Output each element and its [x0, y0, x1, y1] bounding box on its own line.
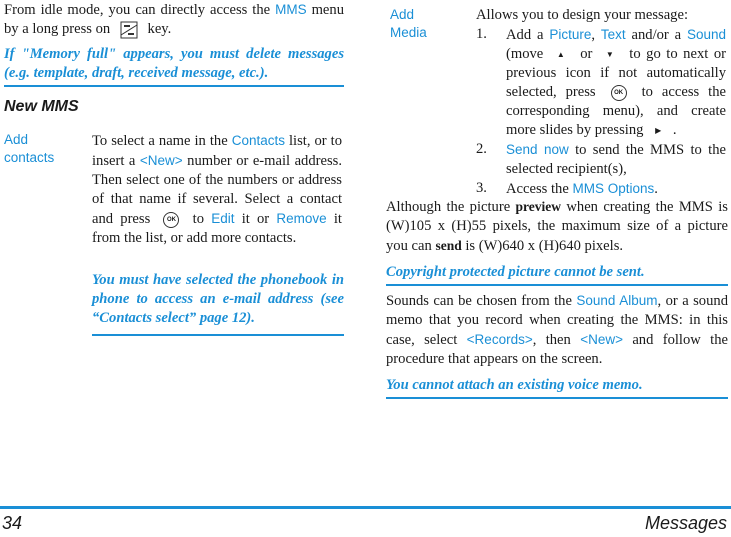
section-heading-new-mms: New MMS — [4, 98, 79, 115]
intro-text-1: From idle mode, you can directly access the — [4, 2, 271, 18]
step-text: or — [580, 46, 593, 62]
down-arrow-icon: ▼ — [605, 50, 616, 60]
step-text: to send the MMS to the selected recipient(s), — [506, 142, 726, 178]
intro-text-3: key. — [147, 21, 172, 37]
comma: , — [591, 27, 596, 43]
term-line-1: Add — [4, 132, 29, 147]
new-option: <New> — [580, 332, 623, 347]
menu-key-icon — [118, 21, 140, 39]
picture-option: Picture — [549, 27, 592, 42]
remove-option: Remove — [276, 211, 327, 226]
term-line-2: Media — [390, 25, 427, 40]
add-contacts-term — [4, 131, 54, 167]
edit-option: Edit — [211, 211, 235, 226]
add-media-description — [476, 6, 726, 199]
intro-paragraph — [4, 0, 344, 39]
send-term: send — [435, 238, 462, 253]
step-text: and/or a — [631, 27, 682, 43]
para-text: Although the picture — [386, 199, 511, 215]
desc-text-4: to — [192, 211, 205, 227]
preview-term: preview — [515, 199, 562, 214]
para-text: , or a sound memo that you record when creating the MMS: in this case, select — [386, 293, 728, 348]
sound-album-link: Sound Album — [576, 293, 658, 308]
ok-key-icon: OK — [163, 212, 179, 228]
step-text: to access the corresponding menu), and create more slides by pressing — [506, 84, 726, 139]
para-text: , then — [532, 332, 571, 348]
add-contacts-description — [92, 131, 342, 248]
term-line-2: contacts — [4, 150, 55, 165]
desc-text-3: number or e-mail address. Then select one of the numbers or address of that name if several. Select a contact and press — [92, 153, 342, 227]
memory-full-note: If "Memory full" appears, you must delete messages (e.g. template, draft, received message, etc.). — [4, 45, 344, 87]
right-arrow-icon: ▶ — [655, 126, 662, 136]
sound-option: Sound — [686, 27, 727, 42]
copyright-note: Copyright protected picture cannot be sent. — [386, 263, 728, 286]
para-text: and follow the procedure that appears on the screen. — [386, 332, 728, 367]
desc-text-1: To select a name in the — [92, 133, 228, 149]
intro-text-2: menu by a long press on — [4, 2, 344, 37]
ok-key-icon: OK — [611, 85, 627, 101]
step-number: 3. — [476, 180, 487, 197]
mms-options-link: MMS Options — [572, 181, 655, 197]
step-1 — [476, 25, 726, 140]
para-text: Sounds can be chosen from the — [386, 293, 572, 309]
para-text: is (W)640 x (H)640 pixels. — [465, 238, 624, 254]
picture-size-paragraph — [386, 197, 728, 256]
records-option: <Records> — [466, 332, 533, 347]
send-now-option: Send now — [506, 142, 569, 158]
add-contacts-entry — [4, 131, 344, 341]
phonebook-note: You must have selected the phonebook in phone to access an e-mail address (see “Contacts select” page 12). — [92, 271, 344, 336]
add-media-intro: Allows you to design your message: — [476, 7, 688, 23]
page-number: 34 — [2, 513, 23, 533]
step-text: to go to next or previous icon if not automatically selected, press — [506, 46, 727, 101]
voice-memo-note: You cannot attach an existing voice memo. — [386, 376, 728, 399]
section-name: Messages — [644, 513, 727, 533]
step-text: Add a — [506, 27, 544, 43]
desc-text-6: it from the list, or add more contacts. — [92, 211, 342, 246]
add-media-steps — [476, 25, 726, 199]
para-text: when creating the MMS is (W)105 x (H)55 pixels, the maximum size of a picture you can — [386, 199, 728, 254]
add-media-entry — [386, 6, 728, 198]
step-text: . — [672, 122, 677, 139]
step-text: (move — [506, 46, 544, 62]
desc-text-2: list, or to insert a — [92, 133, 343, 169]
text-option: Text — [600, 27, 626, 42]
new-option: <New> — [139, 153, 183, 168]
contacts-link: Contacts — [231, 133, 285, 148]
sound-paragraph — [386, 291, 728, 369]
desc-text-5: it or — [241, 211, 270, 227]
add-media-term — [390, 6, 427, 42]
page-footer — [0, 506, 731, 537]
up-arrow-icon: ▲ — [556, 50, 567, 60]
step-text: . — [654, 181, 658, 198]
step-2 — [476, 140, 726, 179]
mms-link: MMS — [275, 2, 307, 17]
term-line-1: Add — [390, 7, 415, 22]
step-number: 1. — [476, 26, 487, 42]
step-text: Access the — [506, 181, 569, 198]
step-number: 2. — [476, 141, 487, 158]
